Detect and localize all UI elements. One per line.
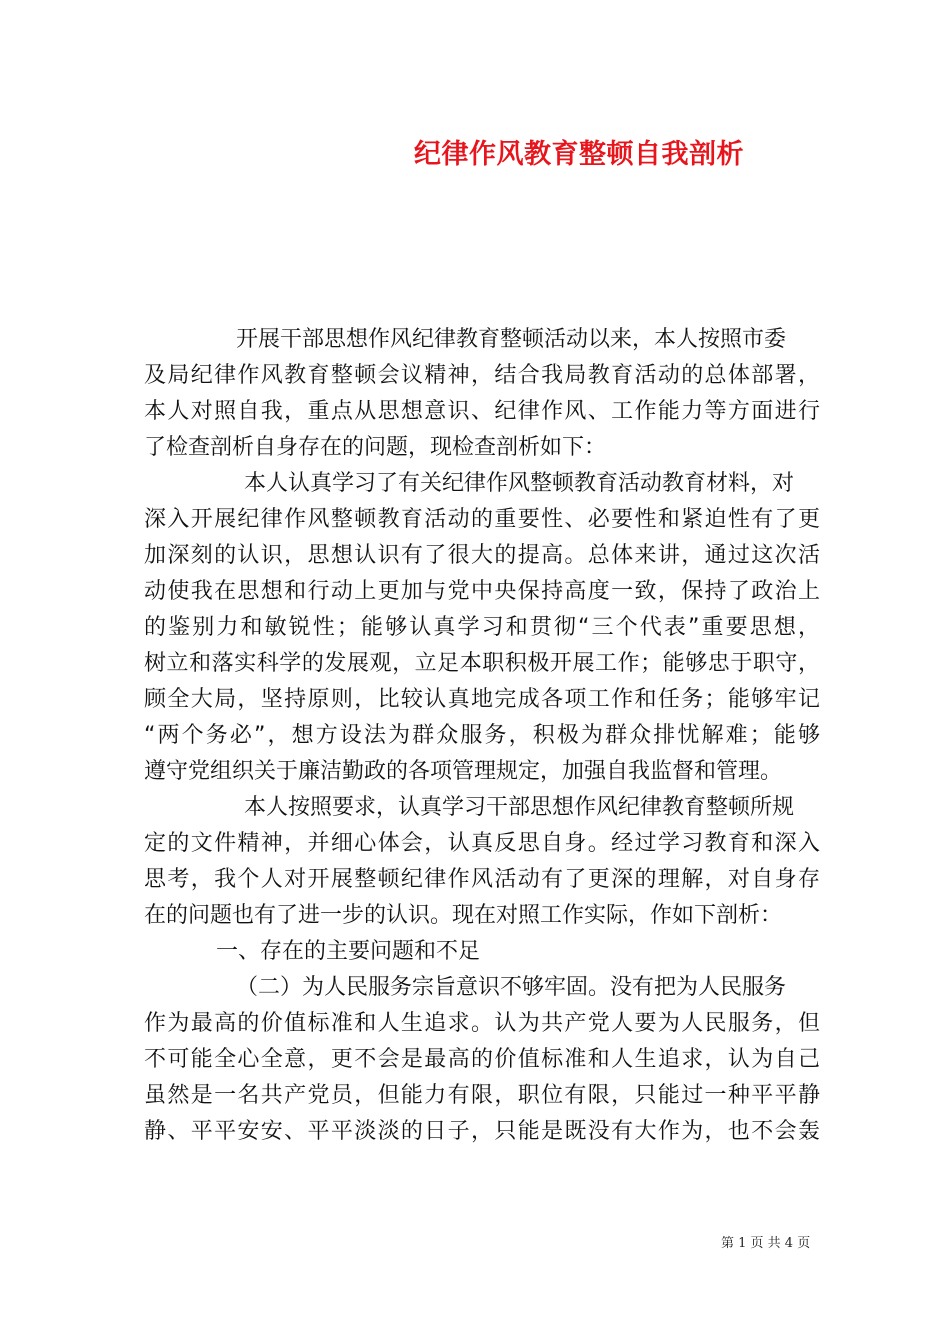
paragraph-line: 遵守党组织关于廉洁勤政的各项管理规定，加强自我监督和管理。 bbox=[144, 759, 783, 784]
paragraph-line: 开展干部思想作风纪律教育整顿活动以来，本人按照市委 bbox=[236, 327, 787, 352]
paragraph-line: 本人按照要求，认真学习干部思想作风纪律教育整顿所规 bbox=[244, 795, 795, 820]
paragraph-line: 静、平平安安、平平淡淡的日子，只能是既没有大作为，也不会轰 bbox=[144, 1119, 820, 1144]
paragraph-line: 顾全大局，坚持原则，比较认真地完成各项工作和任务；能够牢记 bbox=[144, 687, 820, 712]
paragraph-line: 树立和落实科学的发展观，立足本职积极开展工作；能够忠于职守， bbox=[144, 651, 820, 676]
document-title: 纪律作风教育整顿自我剖析 bbox=[414, 139, 744, 170]
paragraph-line: 加深刻的认识，思想认识有了很大的提高。总体来讲，通过这次活 bbox=[144, 543, 820, 568]
paragraph-line: 的鉴别力和敏锐性；能够认真学习和贯彻“三个代表”重要思想， bbox=[144, 615, 820, 640]
page-number: 第 1 页 共 4 页 bbox=[721, 1236, 811, 1251]
paragraph-line: 及局纪律作风教育整顿会议精神，结合我局教育活动的总体部署， bbox=[144, 363, 820, 388]
paragraph-line: （二）为人民服务宗旨意识不够牢固。没有把为人民服务 bbox=[236, 975, 787, 1000]
paragraph-line: “两个务必”，想方设法为群众服务，积极为群众排忧解难；能够 bbox=[144, 723, 820, 748]
document-body bbox=[144, 322, 820, 1150]
paragraph-line: 不可能全心全意，更不会是最高的价值标准和人生追求，认为自己 bbox=[144, 1047, 820, 1072]
paragraph-line: 本人认真学习了有关纪律作风整顿教育活动教育材料，对 bbox=[244, 471, 795, 496]
paragraph-line: 深入开展纪律作风整顿教育活动的重要性、必要性和紧迫性有了更 bbox=[144, 507, 820, 532]
paragraph-line: 虽然是一名共产党员，但能力有限，职位有限，只能过一种平平静 bbox=[144, 1083, 820, 1108]
paragraph-line: 本人对照自我，重点从思想意识、纪律作风、工作能力等方面进行 bbox=[144, 399, 820, 424]
paragraph-line: 在的问题也有了进一步的认识。现在对照工作实际，作如下剖析： bbox=[144, 903, 783, 928]
paragraph-line: 定的文件精神，并细心体会，认真反思自身。经过学习教育和深入 bbox=[144, 831, 820, 856]
paragraph-line: 动使我在思想和行动上更加与党中央保持高度一致，保持了政治上 bbox=[144, 579, 820, 604]
paragraph-line: 思考，我个人对开展整顿纪律作风活动有了更深的理解，对自身存 bbox=[144, 867, 820, 892]
paragraph-line: 了检查剖析自身存在的问题，现检查剖析如下： bbox=[144, 435, 607, 460]
paragraph-line: 作为最高的价值标准和人生追求。认为共产党人要为人民服务，但 bbox=[144, 1011, 820, 1036]
section-heading: 一、存在的主要问题和不足 bbox=[216, 939, 481, 964]
